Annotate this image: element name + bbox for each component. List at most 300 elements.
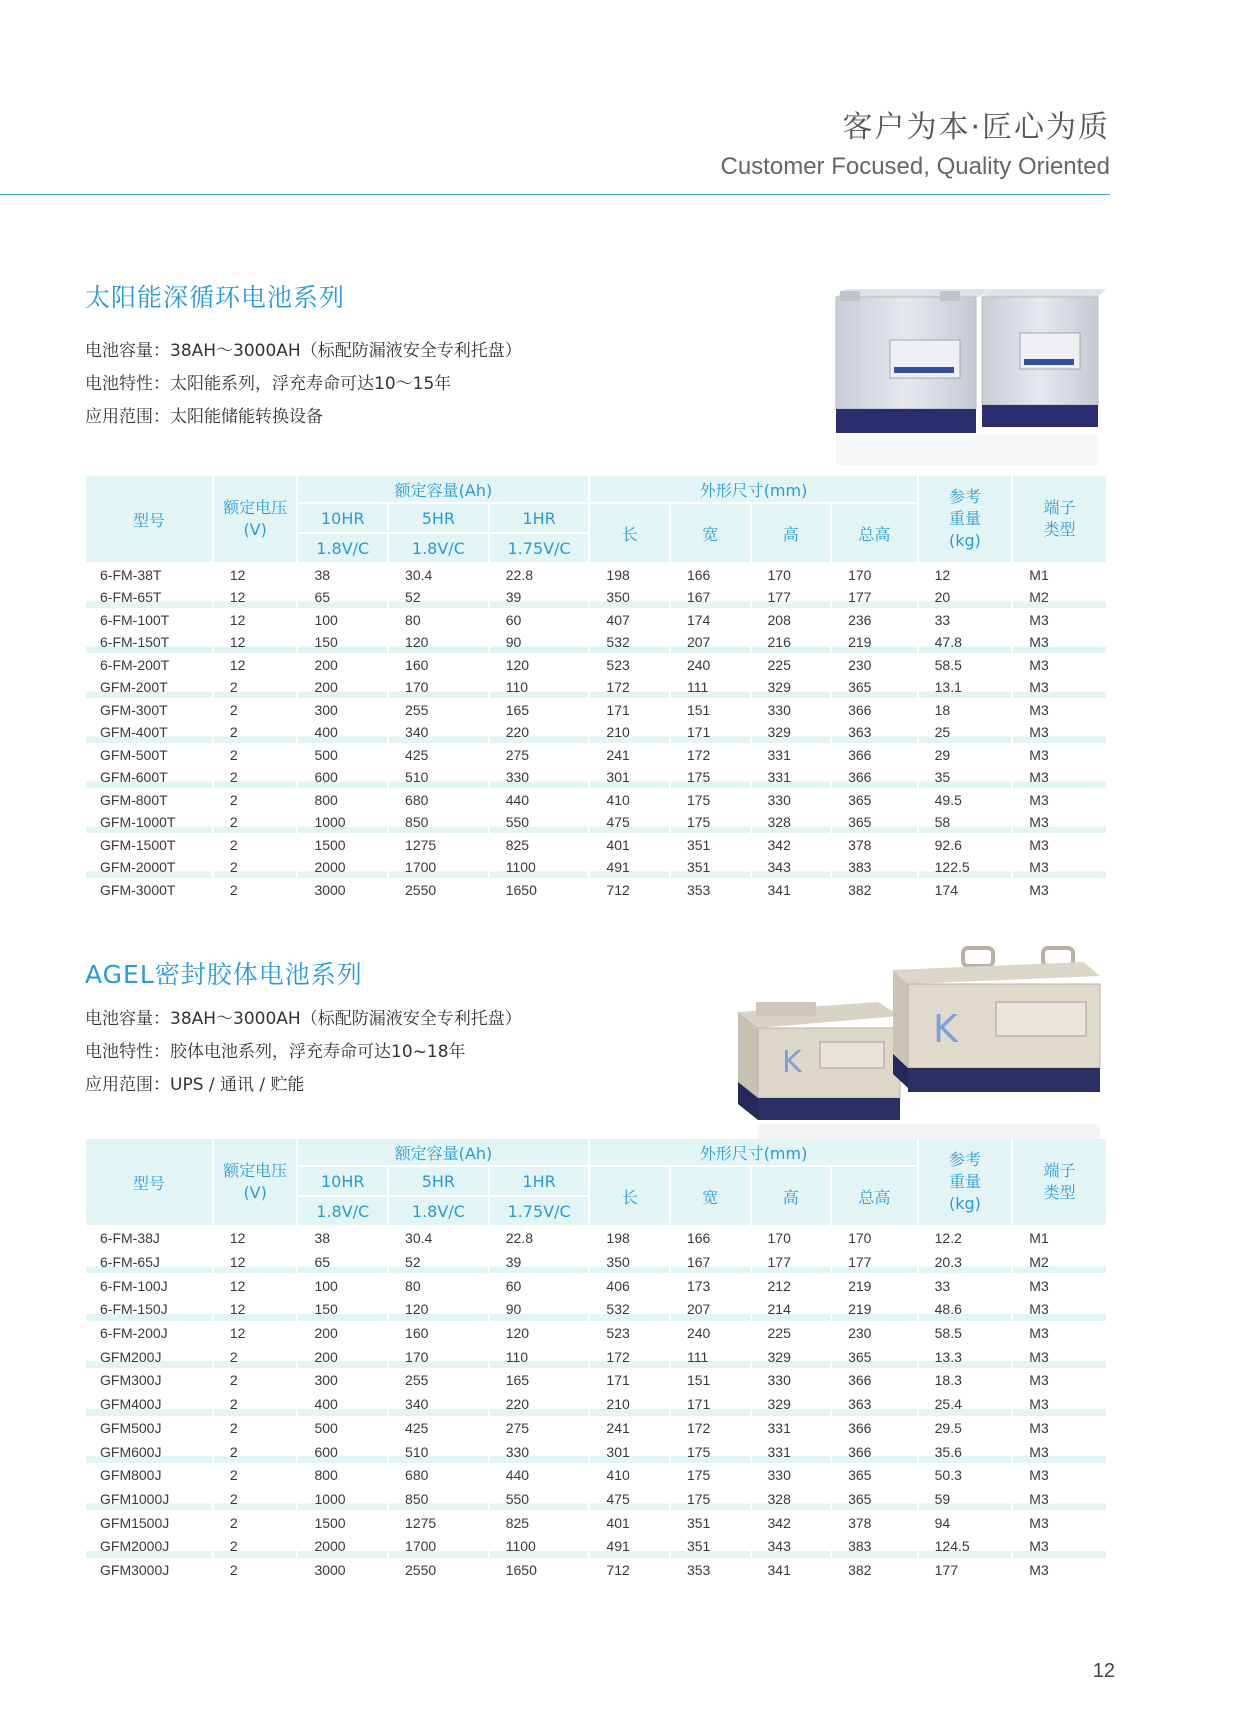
table-cell: 171 (590, 699, 669, 722)
table-cell: 35 (919, 767, 1012, 790)
cell-model: 6-FM-200J (86, 1322, 212, 1346)
svg-text:K: K (933, 1007, 958, 1051)
table-cell: 365 (832, 677, 917, 700)
table-cell: 240 (671, 1322, 750, 1346)
table-cell: 167 (671, 587, 750, 610)
table-cell: 241 (590, 1417, 669, 1441)
table-cell: 124.5 (919, 1535, 1012, 1559)
table-cell: 165 (490, 699, 589, 722)
table-cell: 300 (298, 1369, 387, 1393)
table-cell: 210 (590, 722, 669, 745)
table-cell: 365 (832, 789, 917, 812)
table-cell: 39 (490, 587, 589, 610)
table-cell: 177 (919, 1559, 1012, 1583)
table-row (86, 1369, 1106, 1393)
table-cell: 12 (214, 1298, 297, 1322)
table-cell: M3 (1013, 744, 1106, 767)
table-cell: 175 (671, 789, 750, 812)
cell-model: 6-FM-38T (86, 564, 212, 587)
table-cell: 365 (832, 1345, 917, 1369)
table-cell: 475 (590, 812, 669, 835)
table-cell: 366 (832, 1369, 917, 1393)
table-cell: 2 (214, 1369, 297, 1393)
table-cell: 22.8 (490, 564, 589, 587)
cell-model: GFM1500J (86, 1511, 212, 1535)
table-cell: 172 (590, 1345, 669, 1369)
col-5hr-voltage: 1.8V/C (389, 534, 488, 564)
table-cell: 200 (298, 677, 387, 700)
table-cell: 2 (214, 1535, 297, 1559)
table-row (86, 767, 1106, 790)
table-cell: 407 (590, 609, 669, 632)
col-1hr-voltage: 1.75V/C (490, 1197, 589, 1227)
table-cell: 1700 (389, 1535, 488, 1559)
cell-model: GFM-300T (86, 699, 212, 722)
table-cell: M3 (1013, 812, 1106, 835)
table-row (86, 1298, 1106, 1322)
table-cell: 171 (590, 1369, 669, 1393)
table-cell: 175 (671, 1464, 750, 1488)
cell-model: GFM3000J (86, 1559, 212, 1583)
table-cell: 341 (752, 1559, 831, 1583)
table-cell: 171 (671, 1393, 750, 1417)
table-row (86, 1488, 1106, 1512)
table-cell: 170 (832, 564, 917, 587)
table-cell: 712 (590, 1559, 669, 1583)
table-cell: 12 (214, 587, 297, 610)
table-cell: M2 (1013, 587, 1106, 610)
table-cell: 33 (919, 1274, 1012, 1298)
table-cell: 172 (590, 677, 669, 700)
table-cell: 35.6 (919, 1440, 1012, 1464)
table-cell: 2 (214, 1511, 297, 1535)
col-terminal: 端子 类型 (1013, 1139, 1106, 1227)
table-cell: 20 (919, 587, 1012, 610)
table-cell: 301 (590, 767, 669, 790)
table-cell: 1650 (490, 1559, 589, 1583)
table-cell: 500 (298, 744, 387, 767)
table-cell: 122.5 (919, 857, 1012, 880)
table-cell: 171 (671, 722, 750, 745)
col-10hr-voltage: 1.8V/C (298, 534, 387, 564)
table-cell: 207 (671, 1298, 750, 1322)
cell-model: GFM600J (86, 1440, 212, 1464)
table-cell: 173 (671, 1274, 750, 1298)
col-dimensions: 外形尺寸(mm) (590, 1139, 916, 1167)
table-cell: 2 (214, 677, 297, 700)
table-cell: 100 (298, 1274, 387, 1298)
table-row (86, 1464, 1106, 1488)
table-cell: 425 (389, 1417, 488, 1441)
table-cell: 532 (590, 1298, 669, 1322)
table-cell: 301 (590, 1440, 669, 1464)
table-cell: 330 (752, 789, 831, 812)
table-cell: 25.4 (919, 1393, 1012, 1417)
col-weight: 参考 重量 (kg) (919, 476, 1012, 564)
table-cell: 351 (671, 1535, 750, 1559)
table-cell: 2 (214, 744, 297, 767)
table-cell: 680 (389, 1464, 488, 1488)
table-cell: 330 (490, 1440, 589, 1464)
table-cell: 550 (490, 812, 589, 835)
table-cell: 366 (832, 1440, 917, 1464)
table-cell: 12 (214, 1274, 297, 1298)
table-cell: 491 (590, 857, 669, 880)
info-application: 应用范围：太阳能储能转换设备 (85, 407, 323, 427)
table-cell: M3 (1013, 677, 1106, 700)
table-cell: 13.1 (919, 677, 1012, 700)
table-cell: 225 (752, 1322, 831, 1346)
table-cell: M3 (1013, 879, 1106, 902)
table-cell: M3 (1013, 789, 1106, 812)
table-cell: 240 (671, 654, 750, 677)
table-cell: 410 (590, 789, 669, 812)
table-cell: 29 (919, 744, 1012, 767)
table-cell: 175 (671, 767, 750, 790)
table-cell: 170 (752, 1227, 831, 1251)
table-cell: 850 (389, 812, 488, 835)
cell-model: GFM800J (86, 1464, 212, 1488)
col-length: 长 (590, 1167, 669, 1227)
solar-battery-image (830, 285, 1110, 470)
table-cell: M3 (1013, 1440, 1106, 1464)
table-cell: 160 (389, 654, 488, 677)
col-10hr-voltage: 1.8V/C (298, 1197, 387, 1227)
table-cell: 440 (490, 789, 589, 812)
cell-model: GFM-3000T (86, 879, 212, 902)
table-cell: 1275 (389, 1511, 488, 1535)
table-row (86, 744, 1106, 767)
table-cell: 29.5 (919, 1417, 1012, 1441)
table-cell: 1650 (490, 879, 589, 902)
cell-model: GFM-2000T (86, 857, 212, 880)
col-10hr: 10HR (298, 1167, 387, 1197)
table-row (86, 789, 1106, 812)
table-cell: 1275 (389, 834, 488, 857)
table-row (86, 1535, 1106, 1559)
table-cell: 510 (389, 1440, 488, 1464)
table-cell: 219 (832, 1298, 917, 1322)
col-model: 型号 (86, 1139, 212, 1227)
table-cell: 174 (919, 879, 1012, 902)
col-length: 长 (590, 504, 669, 564)
table-cell: 2 (214, 834, 297, 857)
cell-model: 6-FM-150J (86, 1298, 212, 1322)
table-cell: 12 (214, 1251, 297, 1275)
col-1hr-voltage: 1.75V/C (490, 534, 589, 564)
table-cell: 174 (671, 609, 750, 632)
table-cell: 172 (671, 744, 750, 767)
spec-table-agel (84, 1139, 1108, 1582)
table-cell: 825 (490, 1511, 589, 1535)
section-info-solar (85, 335, 522, 434)
col-model: 型号 (86, 476, 212, 564)
table-cell: 60 (490, 1274, 589, 1298)
cell-model: GFM-400T (86, 722, 212, 745)
table-cell: 425 (389, 744, 488, 767)
table-cell: 80 (389, 609, 488, 632)
table-cell: 216 (752, 632, 831, 655)
table-cell: 328 (752, 812, 831, 835)
table-cell: 365 (832, 1488, 917, 1512)
table-cell: 13.3 (919, 1345, 1012, 1369)
table-cell: 329 (752, 677, 831, 700)
table-cell: 230 (832, 1322, 917, 1346)
section-title-agel: AGEL密封胶体电池系列 (85, 960, 363, 989)
table-cell: 214 (752, 1298, 831, 1322)
table-cell: 600 (298, 767, 387, 790)
table-cell: 366 (832, 1417, 917, 1441)
table-cell: M3 (1013, 767, 1106, 790)
table-cell: 50.3 (919, 1464, 1012, 1488)
table-cell: 2 (214, 699, 297, 722)
svg-text:K: K (782, 1045, 802, 1080)
table-cell: 219 (832, 632, 917, 655)
slogan-zh: 客户为本·匠心为质 (842, 110, 1110, 145)
table-cell: 38 (298, 1227, 387, 1251)
cell-model: 6-FM-100T (86, 609, 212, 632)
info-capacity: 电池容量：38AH～3000AH（标配防漏液安全专利托盘） (85, 1009, 522, 1029)
table-cell: 2 (214, 879, 297, 902)
table-row (86, 879, 1106, 902)
table-cell: 331 (752, 1417, 831, 1441)
table-row (86, 1322, 1106, 1346)
table-cell: 47.8 (919, 632, 1012, 655)
table-cell: 2 (214, 1393, 297, 1417)
table-cell: 2 (214, 1488, 297, 1512)
table-cell: 225 (752, 654, 831, 677)
cell-model: 6-FM-150T (86, 632, 212, 655)
table-cell: 241 (590, 744, 669, 767)
table-cell: M3 (1013, 699, 1106, 722)
header-divider (0, 194, 1110, 195)
table-row (86, 564, 1106, 587)
table-cell: M3 (1013, 722, 1106, 745)
table-cell: 300 (298, 699, 387, 722)
table-cell: 2550 (389, 879, 488, 902)
col-5hr: 5HR (389, 1167, 488, 1197)
table-cell: 210 (590, 1393, 669, 1417)
table-cell: 330 (490, 767, 589, 790)
table-row (86, 1559, 1106, 1583)
table-cell: 351 (671, 857, 750, 880)
table-cell: 510 (389, 767, 488, 790)
table-cell: 410 (590, 1464, 669, 1488)
table-row (86, 1417, 1106, 1441)
table-cell: 340 (389, 1393, 488, 1417)
col-capacity: 额定容量(Ah) (298, 1139, 588, 1167)
col-10hr: 10HR (298, 504, 387, 534)
table-cell: 2 (214, 857, 297, 880)
page-header (721, 108, 1111, 184)
table-cell: 52 (389, 1251, 488, 1275)
table-cell: M3 (1013, 654, 1106, 677)
table-cell: 60 (490, 609, 589, 632)
table-cell: 1500 (298, 834, 387, 857)
cell-model: GFM2000J (86, 1535, 212, 1559)
col-5hr: 5HR (389, 504, 488, 534)
table-cell: M3 (1013, 1369, 1106, 1393)
table-cell: 1000 (298, 1488, 387, 1512)
table-cell: M1 (1013, 1227, 1106, 1251)
table-cell: 49.5 (919, 789, 1012, 812)
table-row (86, 722, 1106, 745)
table-cell: 366 (832, 767, 917, 790)
table-cell: 440 (490, 1464, 589, 1488)
table-cell: 12 (214, 654, 297, 677)
col-terminal: 端子 类型 (1013, 476, 1106, 564)
table-cell: 330 (752, 1369, 831, 1393)
cell-model: GFM1000J (86, 1488, 212, 1512)
table-cell: 2 (214, 812, 297, 835)
table-cell: 3000 (298, 1559, 387, 1583)
table-cell: 150 (298, 1298, 387, 1322)
table-cell: 275 (490, 744, 589, 767)
table-cell: 401 (590, 834, 669, 857)
table-row (86, 812, 1106, 835)
table-cell: 111 (671, 1345, 750, 1369)
table-cell: 167 (671, 1251, 750, 1275)
table-cell: 52 (389, 587, 488, 610)
table-cell: 343 (752, 1535, 831, 1559)
table-cell: 12 (214, 1227, 297, 1251)
table-cell: M3 (1013, 1511, 1106, 1535)
table-cell: 406 (590, 1274, 669, 1298)
table-cell: 255 (389, 699, 488, 722)
info-features: 电池特性：太阳能系列，浮充寿命可达10～15年 (85, 374, 452, 394)
table-cell: 12 (214, 632, 297, 655)
table-cell: M3 (1013, 1535, 1106, 1559)
table-cell: 177 (832, 587, 917, 610)
table-cell: 382 (832, 879, 917, 902)
table-row (86, 699, 1106, 722)
table-cell: 378 (832, 1511, 917, 1535)
cell-model: GFM300J (86, 1369, 212, 1393)
table-cell: 230 (832, 654, 917, 677)
table-cell: 212 (752, 1274, 831, 1298)
table-cell: 365 (832, 812, 917, 835)
table-cell: 330 (752, 699, 831, 722)
table-cell: 170 (389, 1345, 488, 1369)
table-cell: M3 (1013, 1274, 1106, 1298)
table-cell: 680 (389, 789, 488, 812)
table-cell: 90 (490, 632, 589, 655)
table-cell: 400 (298, 722, 387, 745)
table-cell: 363 (832, 1393, 917, 1417)
cell-model: 6-FM-65J (86, 1251, 212, 1275)
table-cell: 329 (752, 1393, 831, 1417)
table-row (86, 609, 1106, 632)
table-cell: 383 (832, 1535, 917, 1559)
table-row (86, 632, 1106, 655)
col-weight: 参考 重量 (kg) (919, 1139, 1012, 1227)
table-cell: 39 (490, 1251, 589, 1275)
table-cell: 850 (389, 1488, 488, 1512)
table-cell: 110 (490, 1345, 589, 1369)
table-cell: 166 (671, 1227, 750, 1251)
table-cell: 12.2 (919, 1227, 1012, 1251)
table-cell: 12 (214, 1322, 297, 1346)
table-cell: 400 (298, 1393, 387, 1417)
table-cell: 1000 (298, 812, 387, 835)
table-cell: 120 (389, 632, 488, 655)
table-cell: 58.5 (919, 654, 1012, 677)
cell-model: GFM-200T (86, 677, 212, 700)
table-cell: 177 (752, 587, 831, 610)
table-cell: 92.6 (919, 834, 1012, 857)
table-row (86, 654, 1106, 677)
table-cell: 166 (671, 564, 750, 587)
table-cell: 177 (752, 1251, 831, 1275)
cell-model: GFM500J (86, 1417, 212, 1441)
slogan-en: Customer Focused, Quality Oriented (720, 153, 1110, 180)
table-cell: 12 (214, 609, 297, 632)
table-cell: 25 (919, 722, 1012, 745)
table-row (86, 587, 1106, 610)
col-dimensions: 外形尺寸(mm) (590, 476, 916, 504)
table-cell: 328 (752, 1488, 831, 1512)
table-cell: 351 (671, 1511, 750, 1535)
table-cell: 532 (590, 632, 669, 655)
col-height: 高 (752, 1167, 831, 1227)
table-cell: 350 (590, 1251, 669, 1275)
table-cell: 20.3 (919, 1251, 1012, 1275)
col-height: 高 (752, 504, 831, 564)
gel-battery-image (728, 942, 1108, 1142)
table-cell: 363 (832, 722, 917, 745)
table-cell: 100 (298, 609, 387, 632)
info-application: 应用范围：UPS / 通讯 / 贮能 (85, 1075, 305, 1095)
table-cell: 200 (298, 1345, 387, 1369)
section-title-solar: 太阳能深循环电池系列 (85, 283, 346, 312)
col-width: 宽 (671, 504, 750, 564)
table-cell: 18 (919, 699, 1012, 722)
table-cell: 800 (298, 789, 387, 812)
table-cell: 175 (671, 1440, 750, 1464)
table-cell: 350 (590, 587, 669, 610)
table-body-agel (86, 1227, 1106, 1582)
table-cell: 58 (919, 812, 1012, 835)
table-row (86, 1511, 1106, 1535)
table-cell: 150 (298, 632, 387, 655)
table-cell: 207 (671, 632, 750, 655)
table-cell: 331 (752, 744, 831, 767)
table-cell: M3 (1013, 1559, 1106, 1583)
table-cell: M3 (1013, 834, 1106, 857)
table-cell: 331 (752, 767, 831, 790)
col-1hr: 1HR (490, 1167, 589, 1197)
table-cell: M3 (1013, 632, 1106, 655)
table-row (86, 1345, 1106, 1369)
table-cell: 343 (752, 857, 831, 880)
table-cell: 2 (214, 767, 297, 790)
table-row (86, 1440, 1106, 1464)
table-cell: 94 (919, 1511, 1012, 1535)
col-total-height: 总高 (832, 1167, 917, 1227)
table-cell: 151 (671, 699, 750, 722)
cell-model: GFM-1500T (86, 834, 212, 857)
col-1hr: 1HR (490, 504, 589, 534)
table-cell: M3 (1013, 1488, 1106, 1512)
table-cell: 220 (490, 722, 589, 745)
table-cell: 330 (752, 1464, 831, 1488)
table-cell: 353 (671, 879, 750, 902)
table-cell: 175 (671, 812, 750, 835)
section-info-agel (85, 1003, 522, 1102)
table-cell: 3000 (298, 879, 387, 902)
table-cell: 600 (298, 1440, 387, 1464)
table-cell: 177 (832, 1251, 917, 1275)
